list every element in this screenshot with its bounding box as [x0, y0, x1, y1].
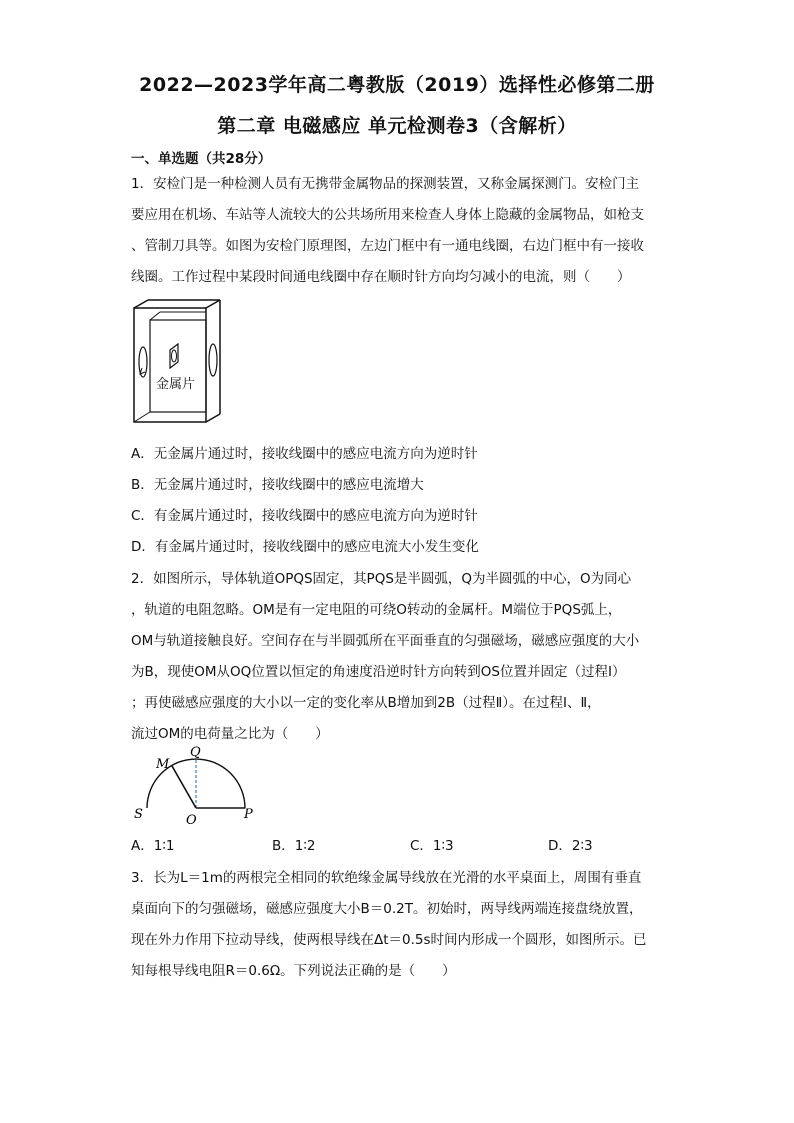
- q3-line-3: 现在外力作用下拉动导线，使两根导线在Δt＝0.5s时间内形成一个圆形，如图所示。已: [131, 932, 647, 948]
- label-m: M: [156, 757, 170, 772]
- label-q: Q: [190, 745, 201, 760]
- q1-option-a: A．无金属片通过时，接收线圈中的感应电流方向为逆时针: [131, 446, 478, 462]
- q2-line-1: 2．如图所示，导体轨道OPQS固定，其PQS是半圆弧，Q为半圆弧的中心，O为同心: [131, 571, 632, 587]
- q2-line-6: 流过OM的电荷量之比为（ ）: [131, 726, 329, 742]
- q1-option-b: B．无金属片通过时，接收线圈中的感应电流增大: [131, 477, 424, 493]
- q2-option-d: D．2∶3: [548, 838, 593, 854]
- q2-option-c: C．1∶3: [410, 838, 454, 854]
- q1-option-d: D．有金属片通过时，接收线圈中的感应电流大小发生变化: [131, 539, 479, 555]
- q2-option-b: B．1∶2: [272, 838, 316, 854]
- q2-line-2: ，轨道的电阻忽略。OM是有一定电阻的可绕O转动的金属杆。M端位于PQS弧上，: [131, 602, 622, 618]
- q1-security-gate-figure: [132, 298, 224, 426]
- q2-line-5: ；再使磁感应强度的大小以一定的变化率从B增加到2B（过程Ⅱ）。在过程Ⅰ、Ⅱ，: [131, 695, 601, 711]
- section-heading: 一、单选题（共28分）: [131, 151, 272, 167]
- document-title: 2022—2023学年高二粤教版（2019）选择性必修第二册: [139, 74, 655, 96]
- q2-line-4: 为B，现使OM从OQ位置以恒定的角速度沿逆时针方向转到OS位置并固定（过程Ⅰ）: [131, 664, 626, 680]
- q2-option-a: A．1∶1: [131, 838, 175, 854]
- q3-line-1: 3．长为L＝1m的两根完全相同的软绝缘金属导线放在光滑的水平桌面上，周围有垂直: [131, 870, 642, 886]
- label-o: O: [186, 813, 197, 826]
- document-subtitle: 第二章 电磁感应 单元检测卷3（含解析）: [217, 115, 577, 137]
- q3-line-2: 桌面向下的匀强磁场，磁感应强度大小B＝0.2T。初始时，两导线两端连接盘绕放置，: [131, 901, 643, 917]
- q2-line-3: OM与轨道接触良好。空间存在与半圆弧所在平面垂直的匀强磁场，磁感应强度的大小: [131, 633, 640, 649]
- label-p: P: [244, 807, 253, 822]
- q1-line-1: 1．安检门是一种检测人员有无携带金属物品的探测装置，又称金属探测门。安检门主: [131, 176, 640, 192]
- label-s: S: [134, 807, 143, 822]
- q2-semicircle-track-figure: [130, 744, 265, 826]
- q1-line-3: 、管制刀具等。如图为安检门原理图，左边门框中有一通电线圈，右边门框中有一接收: [131, 238, 644, 254]
- q3-line-4: 知每根导线电阻R＝0.6Ω。下列说法正确的是（ ）: [131, 963, 456, 979]
- q1-line-4: 线圈。工作过程中某段时间通电线圈中存在顺时针方向均匀减小的电流，则（ ）: [131, 269, 631, 285]
- q1-option-c: C．有金属片通过时，接收线圈中的感应电流方向为逆时针: [131, 508, 478, 524]
- q1-line-2: 要应用在机场、车站等人流较大的公共场所用来检查人身体上隐藏的金属物品，如枪支: [131, 207, 644, 223]
- metal-piece-label: 金属片: [156, 377, 196, 392]
